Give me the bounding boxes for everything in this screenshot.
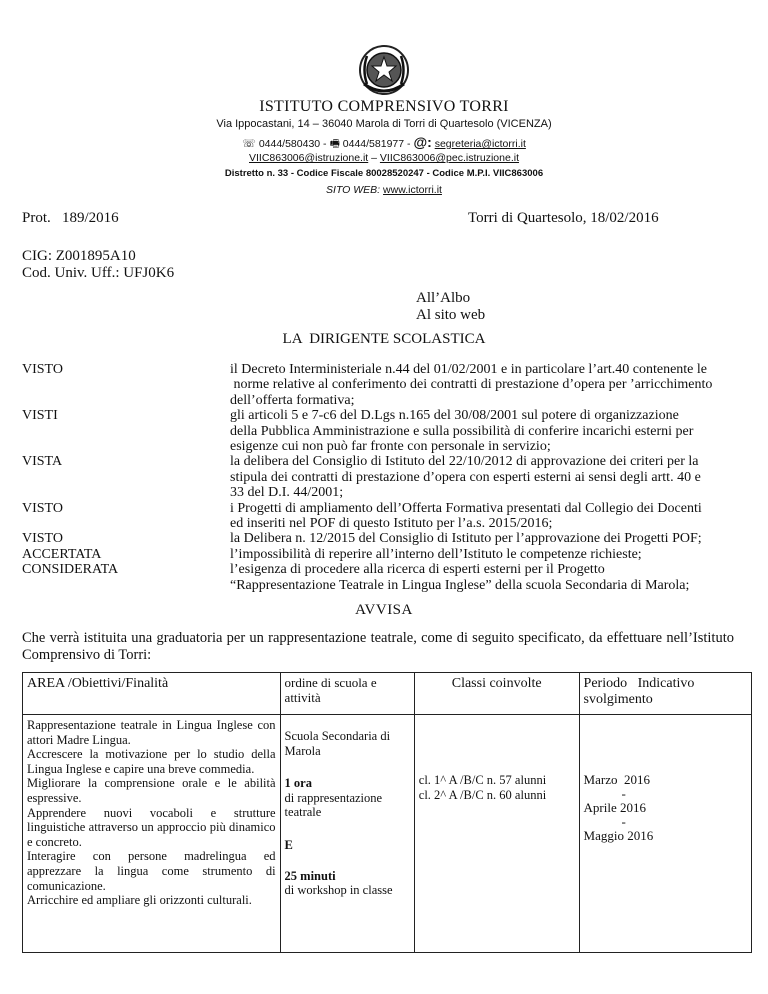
premise-line: l’esigenza di procedere alla ricerca di esperti esterni per il Progetto: [230, 562, 605, 578]
premise-row: [22, 531, 752, 546]
avvisa-heading: AVVISA: [355, 602, 413, 618]
protocol-number: Prot. 189/2016: [22, 210, 119, 226]
header-period: Periodo Indicativo svolgimento: [579, 673, 751, 715]
classes-cell: [414, 715, 579, 953]
school-cell: [280, 715, 414, 953]
school-codes: Distretto n. 33 - Codice Fiscale 80028520247 - Codice M.P.I. VIIC863006: [224, 168, 544, 179]
projects-table: [22, 672, 752, 953]
premise-line: il Decreto Interministeriale n.44 del 01/02/2001 e in particolare l’art.40 contenente le: [230, 362, 707, 377]
period-may: Maggio 2016: [583, 828, 654, 843]
premise-text: [230, 501, 752, 532]
premise-line: la Delibera n. 12/2015 del Consiglio di Istituto per l’approvazione dei Progetti POF;: [230, 531, 702, 547]
premise-text: [230, 547, 752, 562]
premise-line: norme relative al conferimento dei contratti di prestazione d’opera per ’arricchimento: [230, 377, 713, 393]
header-area: AREA /Obiettivi/Finalità: [23, 673, 281, 715]
class-first: cl. 1^ A /B/C n. 57 alunni: [418, 773, 547, 787]
premise-label: VISTO: [22, 500, 63, 516]
period-dash-1: -: [621, 786, 626, 801]
emblem: [358, 44, 410, 96]
area-objective: Arricchire ed ampliare gli orizzonti culturali.: [27, 893, 252, 908]
email-istruzione-link[interactable]: VIIC863006@istruzione.it: [249, 152, 369, 164]
header-classes: Classi coinvolte: [414, 673, 579, 715]
premise-row: [22, 547, 752, 562]
premise-line: “Rappresentazione Teatrale in Lingua Inglese” della scuola Secondaria di Marola;: [230, 577, 690, 593]
premise-label: VISTO: [22, 362, 63, 377]
premises-section: [22, 362, 752, 593]
premise-text: [230, 454, 752, 500]
office-code: Cod. Univ. Uff.: UFJ0K6: [22, 265, 175, 281]
premise-line: della Pubblica Amministrazione e sulla possibilità di conferire incarichi esterni per: [230, 423, 694, 439]
contact-line: [0, 134, 768, 154]
premise-label: ACCERTATA: [22, 546, 102, 562]
institutional-emails: [0, 152, 768, 164]
area-objective: Accrescere la motivazione per lo studio della Lingua Inglese e capire una breve commedia.: [27, 747, 276, 776]
premise-label: VISTO: [22, 531, 63, 547]
minutes-bold: 25 minuti: [284, 868, 336, 883]
premise-line: i Progetti di ampliamento dell’Offerta Formativa presentati dal Collegio dei Docenti: [230, 500, 702, 516]
premise-row: [22, 408, 752, 454]
premise-line: ed inseriti nel POF di questo Istituto per l’a.s. 2015/2016;: [230, 516, 553, 532]
cig-code: CIG: Z001895A10: [22, 248, 136, 264]
period-cell: [579, 715, 751, 953]
email-separator: –: [371, 152, 377, 164]
premise-line: 33 del D.I. 44/2001;: [230, 485, 344, 501]
hours-bold: 1 ora: [284, 776, 312, 791]
phone-icon: ☏: [242, 138, 256, 150]
and-label: E: [284, 837, 293, 852]
premise-line: gli articoli 5 e 7-c6 del D.Lgs n.165 del 30/08/2001 sul potere di organizzazione: [230, 408, 679, 424]
email-link[interactable]: segreteria@ictorri.it: [434, 138, 526, 150]
premise-text: [230, 362, 752, 408]
premise-row: [22, 562, 752, 593]
school-name: ISTITUTO COMPRENSIVO TORRI: [259, 98, 509, 115]
premise-row: [22, 362, 752, 408]
website-line: [0, 184, 768, 196]
table-row: [23, 715, 752, 953]
premise-label: CONSIDERATA: [22, 562, 119, 578]
premise-text: [230, 408, 752, 454]
website-label: SITO WEB:: [326, 184, 381, 196]
header-school: ordine di scuola e attività: [280, 673, 414, 715]
premise-label: VISTA: [22, 454, 63, 470]
premise-line: l’impossibilità di reperire all’interno dell’Istituto le competenze richieste;: [230, 546, 642, 562]
area-objective: Apprendere nuovi vocaboli e strutture linguistiche attraverso un approccio più dinamico e concreto.: [27, 805, 276, 849]
premise-row: [22, 501, 752, 532]
website-link[interactable]: www.ictorri.it: [383, 184, 442, 196]
premise-line: dell’offerta formativa;: [230, 392, 355, 408]
minutes-text: di workshop in classe: [284, 883, 393, 898]
period-march: Marzo 2016: [583, 772, 650, 787]
premise-line: stipula dei contratti di prestazione d’opera con esperti esterni ai sensi degli artt. 40 e: [230, 469, 701, 485]
premise-row: [22, 454, 752, 500]
period-april: Aprile 2016: [583, 800, 647, 815]
table-header-row: [23, 673, 752, 715]
premise-line: la delibera del Consiglio di Istituto del 22/10/2012 di approvazione dei criteri per la: [230, 454, 699, 470]
email-icon: @:: [413, 134, 432, 150]
place-date: Torri di Quartesolo, 18/02/2016: [468, 210, 659, 226]
school-address: Via Ippocastani, 14 – 36040 Marola di Torri di Quartesolo (VICENZA): [216, 118, 552, 130]
premise-text: [230, 562, 752, 593]
class-second: cl. 2^ A /B/C n. 60 alunni: [418, 787, 547, 802]
phone-number: 0444/580430 -: [258, 138, 327, 150]
hours-text: di rappresentazione teatrale: [284, 790, 383, 820]
document-title: LA DIRIGENTE SCOLASTICA: [282, 331, 486, 347]
area-cell: [23, 715, 281, 953]
recipient-website: Al sito web: [416, 307, 486, 323]
recipient-albo: All’Albo: [416, 290, 471, 306]
area-objective: Migliorare la comprensione orale e le abilità espressive.: [27, 776, 276, 805]
pec-link[interactable]: VIIC863006@pec.istruzione.it: [379, 152, 519, 164]
premise-text: [230, 531, 752, 546]
fax-icon: 🖷: [329, 138, 340, 150]
school-name-cell: Scuola Secondaria di Marola: [284, 729, 391, 758]
italian-republic-emblem-icon: [358, 44, 410, 96]
area-objective: Interagire con persone madrelingua ed apprezzare la lingua come strumento di comunicazione.: [27, 849, 276, 893]
premise-label: VISTI: [22, 408, 58, 424]
period-dash-2: -: [621, 814, 626, 829]
area-objective: Rappresentazione teatrale in Lingua Inglese con attori Madre Lingua.: [27, 718, 276, 747]
premise-line: esigenze cui non può far fronte con personale in servizio;: [230, 439, 551, 455]
intro-paragraph: Che verrà istituita una graduatoria per un rappresentazione teatrale, come di seguito specificato, da effettuare nell’Istituto Comprensivo di Torri:: [22, 630, 734, 663]
fax-number: 0444/581977 -: [342, 138, 411, 150]
